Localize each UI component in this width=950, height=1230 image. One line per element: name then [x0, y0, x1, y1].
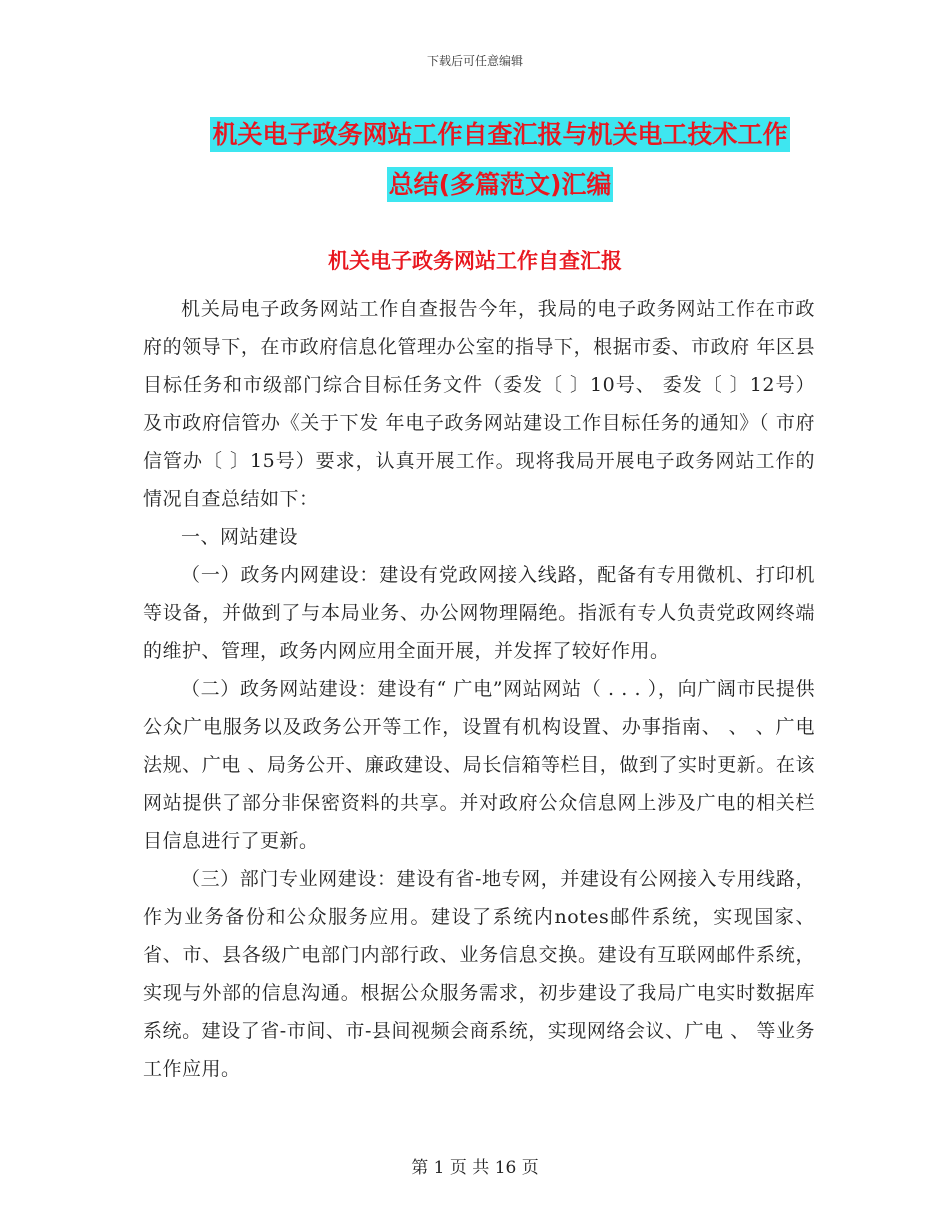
title-line-2: 总结(多篇范文)汇编 — [387, 167, 614, 202]
document-body — [143, 290, 815, 1088]
document-title — [150, 110, 850, 210]
paragraph: 机关局电子政务网站工作自查报告今年，我局的电子政务网站工作在市政府的领导下，在市政府信息化管理办公室的指导下，根据市委、市政府 年区县目标任务和市级部门综合目标任务文件（委发〔 〕10号、 委发〔 〕12号）及市政府信管办《关于下发 年电子政务网站建设工作目标任务的通知》（ 市府信管办〔 〕15号）要求，认真开展工作。现将我局开展电子政务网站工作的情况自查总结如下： — [143, 298, 815, 510]
title-line-1: 机关电子政务网站工作自查汇报与机关电工技术工作 — [210, 117, 789, 152]
paragraph: （三）部门专业网建设：建设有省-地专网，并建设有公网接入专用线路，作为业务备份和公众服务应用。建设了系统内notes邮件系统，实现国家、省、市、县各级广电部门内部行政、业务信息交换。建设有互联网邮件系统，实现与外部的信息沟通。根据公众服务需求，初步建设了我局广电实时数据库系统。建设了省-市间、市-县间视频会商系统，实现网络会议、广电 、 等业务工作应用。 — [143, 868, 815, 1080]
paragraph: （二）政务网站建设：建设有“ 广电”网站网站（ . . . ），向广阔市民提供公众广电服务以及政务公开等工作，设置有机构设置、办事指南、 、 、广电法规、广电 、局务公开、廉政建设、局长信箱等栏目，做到了实时更新。在该网站提供了部分非保密资料的共享。并对政府公众信息网上涉及广电的相关栏目信息进行了更新。 — [143, 678, 815, 852]
header-note: 下载后可任意编辑 — [426, 54, 523, 68]
page-footer: 第 1 页 共 16 页 — [411, 1158, 539, 1178]
paragraph: 一、网站建设 — [181, 526, 299, 548]
section-title: 机关电子政务网站工作自查汇报 — [328, 249, 622, 273]
paragraph: （一）政务内网建设：建设有党政网接入线路，配备有专用微机、打印机等设备，并做到了与本局业务、办公网物理隔绝。指派有专人负责党政网终端的维护、管理，政务内网应用全面开展，并发挥了较好作用。 — [143, 564, 815, 662]
